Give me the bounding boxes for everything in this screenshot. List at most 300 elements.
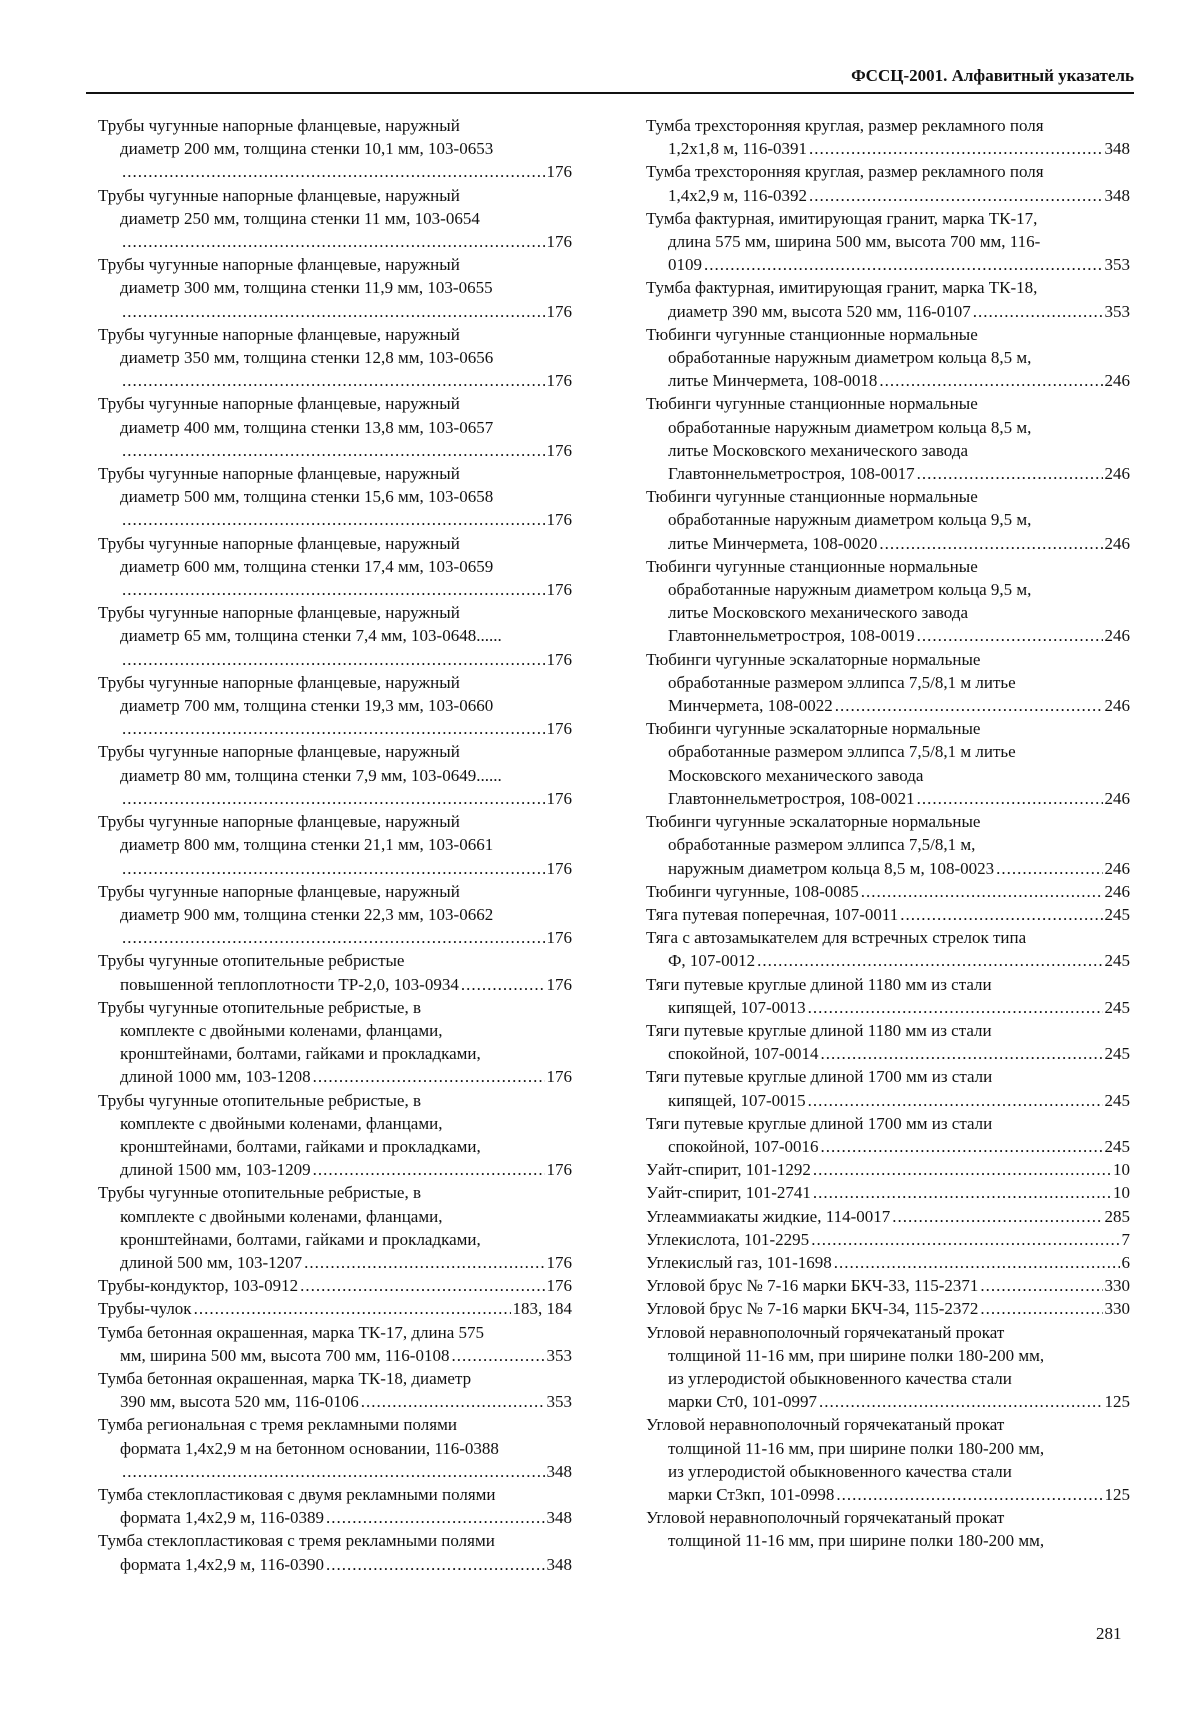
- index-entry: [646, 392, 1130, 485]
- index-entry-last-line: [646, 1228, 1130, 1251]
- dot-leader: [892, 1205, 1102, 1228]
- index-entry-last-line: [646, 1135, 1130, 1158]
- index-entry: [98, 740, 572, 810]
- index-entry-last-line: [646, 1089, 1130, 1112]
- index-entry: [98, 1089, 572, 1182]
- index-entry-text: Московского механического завода: [668, 765, 924, 785]
- index-entry-last-line: [646, 253, 1130, 276]
- dot-leader: [122, 1460, 545, 1483]
- index-entry: [98, 880, 572, 950]
- index-entry: [646, 1019, 1130, 1065]
- index-entry-text: Трубы чугунные напорные фланцевые, наружный: [98, 116, 460, 135]
- index-entry-last-line: [646, 1483, 1130, 1506]
- index-entry-page: 176: [546, 162, 572, 182]
- index-entry-last-line: [646, 300, 1130, 323]
- index-entry-last-line: [98, 1506, 572, 1529]
- index-entry-text: марки Ст0, 101-0997: [668, 1392, 817, 1412]
- dot-leader: [122, 717, 545, 740]
- index-entry-last-line: [646, 1390, 1130, 1413]
- index-entry: [646, 926, 1130, 972]
- index-entry-text: толщиной 11-16 мм, при ширине полки 180-200 мм,: [668, 1531, 1045, 1551]
- index-entry-last-line: [646, 624, 1130, 647]
- dot-leader: [813, 1158, 1111, 1181]
- index-entry-page: 285: [1104, 1206, 1130, 1226]
- dot-leader: [821, 1135, 1103, 1158]
- index-entry-text: комплекте с двойными коленами, фланцами,: [120, 1113, 443, 1133]
- dot-leader: [973, 300, 1103, 323]
- dot-leader: [304, 1251, 544, 1274]
- index-entry-text: комплекте с двойными коленами, фланцами,: [120, 1020, 443, 1040]
- index-entry-text: Трубы чугунные напорные фланцевые, наружный: [98, 881, 460, 901]
- index-column-right: [646, 114, 1130, 1553]
- index-entry-text: Угловой неравнополочный горячекатаный прокат: [646, 1322, 1005, 1342]
- index-entry-text: обработанные наружным диаметром кольца 8,5 м,: [668, 348, 1032, 368]
- dot-leader: [917, 787, 1103, 810]
- index-entry: [646, 1413, 1130, 1506]
- index-entry-page: 246: [1104, 533, 1130, 553]
- index-entry-text: Угловой брус № 7-16 марки БКЧ-34, 115-2372: [646, 1299, 979, 1319]
- index-entry-page: 10: [1113, 1183, 1130, 1203]
- index-entry-page: 246: [1104, 881, 1130, 901]
- index-entry-page: 125: [1104, 1392, 1130, 1412]
- index-entry-last-line: [646, 880, 1130, 903]
- index-entry-text: Тумба стеклопластиковая с тремя рекламными полями: [98, 1531, 495, 1551]
- index-entry-text: литье Московского механического завода: [668, 603, 969, 623]
- index-entry: [646, 555, 1130, 648]
- index-entry-page: 245: [1104, 904, 1130, 924]
- index-entry-text: Тумба фактурная, имитирующая гранит, марка ТК-17,: [646, 208, 1038, 228]
- index-entry-last-line: [98, 857, 572, 880]
- dot-leader: [461, 973, 545, 996]
- index-entry-text: Главтоннельметростроя, 108-0019: [668, 626, 915, 646]
- index-entry-text: Тюбинги чугунные эскалаторные нормальные: [646, 812, 981, 832]
- page-header: [86, 62, 1134, 94]
- index-entry-text: 0109: [668, 255, 702, 275]
- index-entry-text: формата 1,4х2,9 м, 116-0389: [120, 1508, 324, 1528]
- index-entry-last-line: [646, 1042, 1130, 1065]
- index-entry: [646, 276, 1130, 322]
- index-entry-text: Трубы чугунные отопительные ребристые, в: [98, 1183, 422, 1203]
- index-entry-text: длиной 1000 мм, 103-1208: [120, 1067, 311, 1087]
- index-entry-page: 7: [1121, 1229, 1130, 1249]
- index-entry-last-line: [646, 949, 1130, 972]
- index-entry: [98, 601, 572, 671]
- index-entry-text: Трубы чугунные напорные фланцевые, наружный: [98, 812, 460, 832]
- dot-leader: [122, 648, 545, 671]
- index-entry-last-line: [646, 996, 1130, 1019]
- index-entry-page: 245: [1104, 1044, 1130, 1064]
- index-entry: [646, 648, 1130, 718]
- index-entry-text: кронштейнами, болтами, гайками и прокладками,: [120, 1044, 481, 1064]
- index-entry-text: Главтоннельметростроя, 108-0017: [668, 464, 915, 484]
- index-entry-last-line: [98, 648, 572, 671]
- index-entry: [98, 114, 572, 184]
- index-entry-text: Тяга путевая поперечная, 107-0011: [646, 904, 899, 924]
- index-entry-page: 246: [1104, 858, 1130, 878]
- index-entry: [98, 392, 572, 462]
- dot-leader: [194, 1297, 511, 1320]
- index-entry-text: кипящей, 107-0015: [668, 1090, 806, 1110]
- dot-leader: [996, 857, 1102, 880]
- index-entry-last-line: [98, 973, 572, 996]
- index-entry: [98, 810, 572, 880]
- index-entry: [98, 1413, 572, 1483]
- index-entry-text: Угловой неравнополочный горячекатаный прокат: [646, 1508, 1005, 1528]
- index-entry: [646, 903, 1130, 926]
- index-entry-text: комплекте с двойными коленами, фланцами,: [120, 1206, 443, 1226]
- dot-leader: [122, 369, 545, 392]
- index-entry-text: Тюбинги чугунные эскалаторные нормальные: [646, 649, 981, 669]
- index-entry: [646, 1205, 1130, 1228]
- index-entry-text: Трубы чугунные напорные фланцевые, наружный: [98, 394, 460, 414]
- index-entry-page: 10: [1113, 1160, 1130, 1180]
- index-entry-text: Тумба бетонная окрашенная, марка ТК-18, диаметр: [98, 1368, 472, 1388]
- dot-leader: [313, 1158, 545, 1181]
- index-entry-text: кронштейнами, болтами, гайками и прокладками,: [120, 1229, 481, 1249]
- dot-leader: [361, 1390, 545, 1413]
- index-entry-last-line: [646, 532, 1130, 555]
- dot-leader: [809, 184, 1102, 207]
- index-entry-text: формата 1,4х2,9 м, 116-0390: [120, 1554, 324, 1574]
- index-entry-page: 246: [1104, 626, 1130, 646]
- index-entry-text: спокойной, 107-0014: [668, 1044, 819, 1064]
- index-entry: [646, 323, 1130, 393]
- dot-leader: [122, 508, 545, 531]
- index-entry-page: 245: [1104, 1136, 1130, 1156]
- dot-leader: [122, 787, 545, 810]
- dot-leader: [300, 1274, 544, 1297]
- index-entry-last-line: [98, 926, 572, 949]
- index-entry-text: Тюбинги чугунные станционные нормальные: [646, 324, 978, 344]
- index-entry-page: 125: [1104, 1484, 1130, 1504]
- index-entry-text: Углекислый газ, 101-1698: [646, 1252, 832, 1272]
- index-entry-text: диаметр 80 мм, толщина стенки 7,9 мм, 103-0649......: [120, 765, 502, 785]
- index-entry-last-line: [98, 1158, 572, 1181]
- dot-leader: [809, 137, 1102, 160]
- index-entry-page: 246: [1104, 371, 1130, 391]
- index-entry-page: 353: [546, 1392, 572, 1412]
- index-entry-text: Ф, 107-0012: [668, 951, 756, 971]
- index-entry-page: 246: [1104, 696, 1130, 716]
- dot-leader: [122, 160, 545, 183]
- dot-leader: [122, 230, 545, 253]
- index-column-left: [98, 114, 572, 1576]
- index-entry-last-line: [98, 1065, 572, 1088]
- index-entry-page: 348: [546, 1508, 572, 1528]
- dot-leader: [326, 1506, 545, 1529]
- index-entry-last-line: [646, 857, 1130, 880]
- index-entry: [98, 996, 572, 1089]
- dot-leader: [835, 694, 1103, 717]
- index-entry: [98, 1181, 572, 1274]
- index-entry-text: Тумба трехсторонняя круглая, размер рекламного поля: [646, 116, 1044, 135]
- index-entry: [98, 462, 572, 532]
- index-entry-last-line: [98, 1297, 572, 1320]
- index-entry-text: Трубы чугунные напорные фланцевые, наружный: [98, 603, 460, 623]
- index-entry-text: обработанные размером эллипса 7,5/8,1 м,: [668, 835, 976, 855]
- index-entry-text: из углеродистой обыкновенного качества стали: [668, 1368, 1012, 1388]
- index-entry-text: длиной 1500 мм, 103-1209: [120, 1160, 311, 1180]
- index-entry: [646, 810, 1130, 880]
- page-number: 281: [1096, 1624, 1122, 1643]
- index-entry-text: 390 мм, высота 520 мм, 116-0106: [120, 1392, 359, 1412]
- index-entry-text: 1,4х2,9 м, 116-0392: [668, 185, 808, 205]
- dot-leader: [122, 439, 545, 462]
- index-entry-text: повышенной теплоплотности ТР-2,0, 103-0934: [120, 974, 459, 994]
- index-entry-last-line: [646, 787, 1130, 810]
- index-entry-text: марки Ст3кп, 101-0998: [668, 1484, 835, 1504]
- index-entry-text: Трубы чугунные напорные фланцевые, наружный: [98, 742, 460, 762]
- index-entry-last-line: [98, 300, 572, 323]
- dot-leader: [980, 1274, 1102, 1297]
- index-entry: [646, 1228, 1130, 1251]
- index-entry-page: 245: [1104, 951, 1130, 971]
- index-entry-last-line: [646, 1274, 1130, 1297]
- index-entry-last-line: [646, 184, 1130, 207]
- index-entry-text: литье Минчермета, 108-0020: [668, 533, 878, 553]
- dot-leader: [808, 1089, 1103, 1112]
- index-entry-last-line: [98, 1553, 572, 1576]
- index-entry-page: 6: [1121, 1252, 1130, 1272]
- index-entry-text: Тюбинги чугунные, 108-0085: [646, 881, 859, 901]
- index-entry-text: Трубы чугунные напорные фланцевые, наружный: [98, 464, 460, 484]
- dot-leader: [917, 624, 1103, 647]
- index-entry-text: диаметр 900 мм, толщина стенки 22,3 мм, 103-0662: [120, 904, 494, 924]
- index-entry-page: 353: [1104, 255, 1130, 275]
- index-entry-page: 348: [546, 1461, 572, 1481]
- dot-leader: [834, 1251, 1120, 1274]
- index-entry-text: диаметр 400 мм, толщина стенки 13,8 мм, 103-0657: [120, 417, 494, 437]
- index-entry: [98, 1321, 572, 1367]
- index-entry-text: кипящей, 107-0013: [668, 997, 806, 1017]
- index-entry-text: Трубы чугунные напорные фланцевые, наружный: [98, 324, 460, 344]
- index-entry: [98, 1274, 572, 1297]
- index-entry-text: Тумба региональная с тремя рекламными полями: [98, 1415, 457, 1435]
- index-entry-last-line: [98, 1274, 572, 1297]
- index-entry-text: Угловой неравнополочный горячекатаный прокат: [646, 1415, 1005, 1435]
- index-entry-page: 176: [546, 649, 572, 669]
- index-entry-last-line: [646, 1251, 1130, 1274]
- index-entry-page: 330: [1104, 1299, 1130, 1319]
- index-entry: [646, 973, 1130, 1019]
- index-entry-last-line: [98, 787, 572, 810]
- index-entry-text: Углеаммиакаты жидкие, 114-0017: [646, 1206, 891, 1226]
- index-entry: [98, 532, 572, 602]
- index-entry-page: 183, 184: [512, 1299, 572, 1319]
- dot-leader: [879, 369, 1102, 392]
- index-entry-text: Трубы чугунные напорные фланцевые, наружный: [98, 533, 460, 553]
- index-entry: [646, 1065, 1130, 1111]
- index-entry-text: Тумба трехсторонняя круглая, размер рекламного поля: [646, 162, 1044, 182]
- dot-leader: [917, 462, 1103, 485]
- index-entry-text: Тюбинги чугунные эскалаторные нормальные: [646, 719, 981, 739]
- index-entry-text: Тяги путевые круглые длиной 1700 мм из стали: [646, 1067, 993, 1087]
- index-entry-last-line: [646, 462, 1130, 485]
- dot-leader: [819, 1390, 1103, 1413]
- index-entry-text: диаметр 600 мм, толщина стенки 17,4 мм, 103-0659: [120, 556, 494, 576]
- index-entry-text: диаметр 800 мм, толщина стенки 21,1 мм, 103-0661: [120, 835, 494, 855]
- page-header-title: ФССЦ-2001. Алфавитный указатель: [851, 66, 1134, 85]
- index-entry-text: 1,2х1,8 м, 116-0391: [668, 139, 808, 159]
- index-entry-last-line: [98, 1251, 572, 1274]
- index-entry-last-line: [98, 1390, 572, 1413]
- index-entry-last-line: [646, 903, 1130, 926]
- index-entry: [646, 1297, 1130, 1320]
- index-entry-page: 353: [546, 1345, 572, 1365]
- dot-leader: [813, 1181, 1111, 1204]
- index-entry: [98, 671, 572, 741]
- index-entry: [98, 323, 572, 393]
- index-entry: [646, 880, 1130, 903]
- index-entry-text: Тюбинги чугунные станционные нормальные: [646, 394, 978, 414]
- index-entry: [646, 114, 1130, 160]
- index-entry-page: 176: [546, 858, 572, 878]
- index-entry-text: из углеродистой обыкновенного качества стали: [668, 1461, 1012, 1481]
- index-entry-text: Трубы-кондуктор, 103-0912: [98, 1276, 299, 1296]
- index-entry-text: обработанные наружным диаметром кольца 9,5 м,: [668, 580, 1032, 600]
- index-entry-text: Главтоннельметростроя, 108-0021: [668, 788, 915, 808]
- index-entry-page: 245: [1104, 997, 1130, 1017]
- index-entry-text: Тюбинги чугунные станционные нормальные: [646, 487, 978, 507]
- dot-leader: [836, 1483, 1102, 1506]
- index-entry: [646, 1321, 1130, 1414]
- index-entry-text: диаметр 500 мм, толщина стенки 15,6 мм, 103-0658: [120, 487, 494, 507]
- index-entry-page: 176: [546, 232, 572, 252]
- index-entry-text: Трубы чугунные отопительные ребристые: [98, 951, 405, 971]
- index-entry-text: диаметр 350 мм, толщина стенки 12,8 мм, 103-0656: [120, 348, 494, 368]
- index-entry-last-line: [98, 1460, 572, 1483]
- dot-leader: [451, 1344, 544, 1367]
- dot-leader: [122, 578, 545, 601]
- index-entry-text: диаметр 200 мм, толщина стенки 10,1 мм, 103-0653: [120, 139, 494, 159]
- dot-leader: [313, 1065, 545, 1088]
- index-entry-text: Тюбинги чугунные станционные нормальные: [646, 556, 978, 576]
- index-entry-text: обработанные наружным диаметром кольца 9,5 м,: [668, 510, 1032, 530]
- index-entry-page: 176: [546, 580, 572, 600]
- index-entry-last-line: [98, 717, 572, 740]
- dot-leader: [811, 1228, 1119, 1251]
- index-entry-last-line: [98, 230, 572, 253]
- index-entry-text: диаметр 700 мм, толщина стенки 19,3 мм, 103-0660: [120, 696, 494, 716]
- index-entry: [646, 1181, 1130, 1204]
- index-entry-last-line: [98, 578, 572, 601]
- index-entry-page: 246: [1104, 788, 1130, 808]
- index-entry-text: Тумба фактурная, имитирующая гранит, марка ТК-18,: [646, 278, 1038, 298]
- index-entry: [98, 1297, 572, 1320]
- index-entry: [98, 1529, 572, 1575]
- index-entry-last-line: [98, 369, 572, 392]
- index-entry-text: диаметр 65 мм, толщина стенки 7,4 мм, 103-0648......: [120, 626, 502, 646]
- index-entry-last-line: [98, 508, 572, 531]
- index-entry: [646, 1506, 1130, 1552]
- index-entry-text: Трубы-чулок: [98, 1299, 192, 1319]
- index-entry-text: мм, ширина 500 мм, высота 700 мм, 116-0108: [120, 1345, 450, 1365]
- index-entry-page: 176: [546, 371, 572, 391]
- index-entry-page: 348: [546, 1554, 572, 1574]
- index-entry-text: Тумба бетонная окрашенная, марка ТК-17, длина 575: [98, 1322, 484, 1342]
- index-entry-last-line: [646, 137, 1130, 160]
- index-entry-page: 176: [546, 1252, 572, 1272]
- dot-leader: [900, 903, 1102, 926]
- index-entry-text: Трубы чугунные напорные фланцевые, наружный: [98, 672, 460, 692]
- dot-leader: [861, 880, 1103, 903]
- index-entry-page: 176: [546, 301, 572, 321]
- index-entry: [98, 1367, 572, 1413]
- index-entry: [646, 485, 1130, 555]
- index-entry-text: Тяги путевые круглые длиной 1180 мм из стали: [646, 1020, 992, 1040]
- index-entry-text: кронштейнами, болтами, гайками и прокладками,: [120, 1136, 481, 1156]
- dot-leader: [980, 1297, 1102, 1320]
- index-entry-text: литье Московского механического завода: [668, 440, 969, 460]
- dot-leader: [808, 996, 1103, 1019]
- index-entry-page: 348: [1104, 139, 1130, 159]
- index-entry: [646, 717, 1130, 810]
- dot-leader: [821, 1042, 1103, 1065]
- index-entry-text: Тяги путевые круглые длиной 1180 мм из стали: [646, 974, 992, 994]
- index-entry-last-line: [646, 1158, 1130, 1181]
- dot-leader: [122, 926, 545, 949]
- index-entry-last-line: [98, 439, 572, 462]
- index-entry-page: 176: [546, 928, 572, 948]
- index-entry: [98, 1483, 572, 1529]
- index-entry-last-line: [646, 369, 1130, 392]
- index-entry-last-line: [98, 160, 572, 183]
- index-entry-page: 348: [1104, 185, 1130, 205]
- index-entry-last-line: [646, 1205, 1130, 1228]
- index-entry-text: Трубы чугунные отопительные ребристые, в: [98, 1090, 422, 1110]
- index-entry-page: 176: [546, 788, 572, 808]
- dot-leader: [757, 949, 1102, 972]
- index-entry-text: Трубы чугунные отопительные ребристые, в: [98, 997, 422, 1017]
- index-entry-text: толщиной 11-16 мм, при ширине полки 180-200 мм,: [668, 1438, 1045, 1458]
- index-entry-last-line: [646, 694, 1130, 717]
- index-entry-text: Тяга с автозамыкателем для встречных стрелок типа: [646, 928, 1027, 948]
- index-entry-text: Уайт-спирит, 101-2741: [646, 1183, 811, 1203]
- index-entry-text: Трубы чугунные напорные фланцевые, наружный: [98, 255, 460, 275]
- index-entry: [646, 207, 1130, 277]
- index-entry-text: Минчермета, 108-0022: [668, 696, 833, 716]
- index-entry-text: обработанные размером эллипса 7,5/8,1 м литье: [668, 742, 1016, 762]
- index-entry-text: наружным диаметром кольца 8,5 м, 108-0023: [668, 858, 995, 878]
- dot-leader: [122, 300, 545, 323]
- index-entry-page: 330: [1104, 1276, 1130, 1296]
- index-entry-page: 353: [1104, 301, 1130, 321]
- index-entry-text: толщиной 11-16 мм, при ширине полки 180-200 мм,: [668, 1345, 1045, 1365]
- index-entry: [98, 184, 572, 254]
- index-entry-page: 176: [546, 1160, 572, 1180]
- dot-leader: [326, 1553, 545, 1576]
- index-entry-text: спокойной, 107-0016: [668, 1136, 819, 1156]
- index-entry-text: Тумба стеклопластиковая с двумя рекламными полями: [98, 1484, 496, 1504]
- index-entry: [646, 1251, 1130, 1274]
- index-entry-page: 176: [546, 974, 572, 994]
- index-entry: [98, 253, 572, 323]
- index-entry-text: Углекислота, 101-2295: [646, 1229, 810, 1249]
- index-entry-text: Тяги путевые круглые длиной 1700 мм из стали: [646, 1113, 993, 1133]
- dot-leader: [879, 532, 1102, 555]
- index-entry-text: диаметр 300 мм, толщина стенки 11,9 мм, 103-0655: [120, 278, 493, 298]
- index-entry: [646, 1158, 1130, 1181]
- dot-leader: [704, 253, 1103, 276]
- index-entry-last-line: [646, 1297, 1130, 1320]
- index-entry-text: обработанные наружным диаметром кольца 8,5 м,: [668, 417, 1032, 437]
- index-entry-page: 176: [546, 1276, 572, 1296]
- index-entry: [646, 160, 1130, 206]
- index-entry-text: литье Минчермета, 108-0018: [668, 371, 878, 391]
- index-entry: [98, 949, 572, 995]
- index-entry-page: 176: [546, 510, 572, 530]
- index-entry-last-line: [98, 1344, 572, 1367]
